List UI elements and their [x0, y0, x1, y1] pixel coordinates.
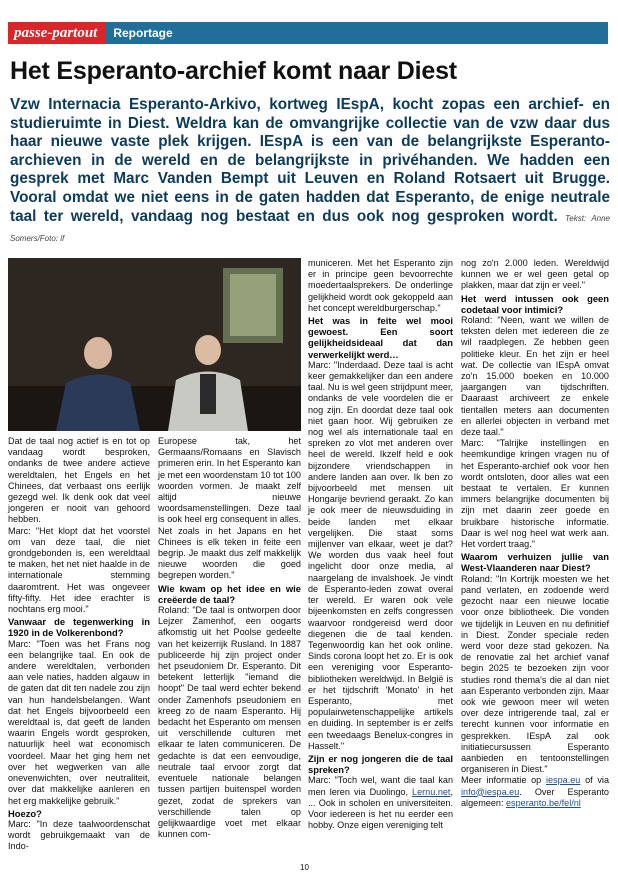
paragraph: Roland: "Neen, want we willen de teksten delen met iedereen die ze wil raadplegen. Ze hebben geen politieke kleur. En het zijn er heel wat. De collectie van IEspA omvat zo'n 15.000 boeken en 10.000 jaargangen van tijdschriften. Daaraast archiveert ze enkele tientallen meters aan documenten en allerlei objecten in verband met deze taal." [461, 315, 609, 438]
iespa-website-link[interactable]: iespa.eu [545, 775, 581, 786]
article-title: Het Esperanto-archief komt naar Diest [10, 57, 457, 85]
question-heading: Waarom verhuizen jullie van West-Vlaanderen naar Diest? [461, 551, 609, 574]
more-info-paragraph [461, 775, 609, 809]
paragraph: Roland: "De taal is ontworpen door Lejzer Zamenhof, een oogarts afkomstig uit het Poolse gedeelte van het keizerrijk Rusland. In 1887 publiceerde hij zijn project onder het pseudoniem Dr. Esperanto. Dit betekent letterlijk "iemand die hoopt" De taal werd echter bekend onder Zamenhofs pseudoniem en kreeg zo de naam Esperanto. Hij bedacht het Esperanto om mensen uit verschillende culturen met elkaar te laten communiceren. De gedachte is dat een eenvoudige, neutrale taal ervoor zorgt dat eventuele nationale belangen tussen partijen buitenspel worden gezet, zodat de sprekers van verschillende talen op gelijkwaardige voet met elkaar kunnen com- [158, 605, 301, 840]
paragraph: Dat de taal nog actief is en tot op vandaag wordt besproken, ondanks de twee andere actieve wereldtalen, het Engels en het Chinees, dat verbaast ons eerlijk gezegd wel. Ik denk ook dat veel jongeren er nooit van gehoord hebben. [8, 436, 150, 525]
interview-photo [8, 258, 301, 431]
paragraph-text: of via [580, 775, 610, 786]
paragraph: Marc: "Inderdaad. Deze taal is acht keer gemakkelijker dan een andere taal. Nu is wel geen strijdpunt meer, ondanks de vele voordelen die er nog zijn. En doordat deze taal ook niet gaan hoor. Wij gebruiken ze nog wel als internationale taal en spreken zo vlot met anderen over heel de wereld. Ikzelf held e ook bijzondere vriendschappen in andere landen aan over. Ik ben zo bijvoorbeeld met mensen uit Hongarije bevriend geraakt. Zo kan je ook meer de nieuwsduiding in beide landen met elkaar vergelijken. Die staat soms mijlenver van elkaar, weet je dat? We worden dus vaak heel fout ingelicht door onze media, al naargelang de invalshoek. Je vindt de Esperanto-leden zowat overal ter wereld. Er waren ook vele bijeenkomsten en zelfs congressen waarvoor rondgereisd werd door diegenen die de taal kenden. Tegenwoordig kan het ook online. Sinds corona loopt het zo. Er is ook een vereniging voor Esperanto-bibliotheken wereldwijd. In België is er het tijdschrift 'Monato' in het Esperanto, met populairwetenschappelijke artikels en duiding. In september is er zelfs een tweedaags Benelux-congres in Hasselt." [308, 359, 453, 751]
paragraph-text: Marc: "Toch wel, want die taal kan men leren via Duolingo, [308, 775, 453, 797]
paragraph: Europese tak, het Germaans/Romaans en Slavisch primeren erin. In het Esperanto kan je met een woordenstam 10 tot 100 woorden vormen. Je maakt zelf altijd nieuwe woordsamenstellingen. Deze taal is ook heel erg consequent in alles. Net zoals in het Japans en het Chinees is elk teken in feite een begrip. Je maakt dus zelf makkelijk nieuwe woorden die goed begrepen worden." [158, 436, 301, 581]
question-heading: Hoezo? [8, 807, 42, 819]
paragraph: Roland: "In Kortrijk moesten we het pand verlaten, en zodoende werd gezocht naar een nieuwe locatie voor onze bibliotheek. Die vonden we tijdelijk in Leuven en nu definitief in Diest. Zonder speciale reden werd voor deze stad gekozen. Na de renovatie zal het archief vanaf begin 2025 te bezoeken zijn voor studies rond thema's die al dan niet aan Esperanto verbonden zijn. Maar ook wie gewoon meer wil weten over deze intrigerende taal, zal er terecht kunnen voor informatie en gesprekken. IEspA zal ook initiatiecursussen Esperanto aanbieden en tentoonstellingen organiseren in Diest." [461, 573, 609, 775]
lead-text: Vzw Internacia Esperanto-Arkivo, kortweg IEspA, kocht zopas een archief- en studieruimte in Diest. Weldra kan de omvangrijke collectie van de vzw daar dus haar nieuwe vaste plek krijgen. IEspA is een van de belangrijkste Esperanto-archieven in de wereld en de belangrijkste in privéhanden. We hadden een gesprek met Marc Vanden Bempt uit Leuven en Roland Rotsaert uit Brugge. Vooral omdat we niet eens in de gaten hadden dat Esperanto, de enige neutrale taal ter wereld, vandaag nog bestaat en dus ook nog gesproken wordt. [10, 96, 610, 225]
question-heading: Zijn er nog jongeren die de taal spreken? [308, 752, 453, 776]
column-1 [8, 436, 150, 853]
photo-illustration [8, 258, 301, 431]
column-2 [158, 436, 301, 840]
paragraph: Marc: "Talrijke instellingen en heemkundige kringen vragen nu of het Esperanto-archief ook voor hen wordt ontsloten, door alles wat een bestaat te vertalen. Er kunnen immers belangrijke documenten bij zijn met daarin zeer goede en bruikbare historische informatie. Daar is wel nog heel wat werk aan. Het vordert traag." [461, 438, 609, 550]
question-heading: Het werd intussen ook geen codetaal voor intimici? [461, 292, 609, 315]
paragraph [308, 775, 453, 831]
section-label: Reportage [105, 22, 608, 44]
paragraph-text: Meer informatie op [461, 775, 546, 786]
lernu-link[interactable]: Lernu.net [412, 786, 451, 797]
page-header [8, 22, 608, 44]
column-4 [461, 258, 609, 809]
question-heading: Het was in feite wel mooi gewoest. Een soort gelijkheidsideaal dat dan verwerkelijkt werd… [308, 315, 453, 360]
esperanto-be-link[interactable]: esperanto.be/fel/nl [506, 797, 581, 808]
paragraph-text: . Over Esperanto algemeen: [461, 786, 609, 808]
paragraph: Marc: "Het klopt dat het voorstel om van deze taal, die niet grondgebonden is, een wereldtaal te maken, het net niet haalde in de internationale stemming daaromtrent. Het was ongeveer fifty-fifty. Het idee erachter is nochtans erg mooi." [8, 525, 150, 615]
iespa-email-link[interactable]: info@iespa.eu [461, 786, 520, 797]
paragraph: Marc: "In deze taalwoordenschat wordt gebruikgemaakt van de Indo- [8, 818, 150, 852]
article-credit: Tekst: Anne Somers/Foto: if [10, 213, 611, 244]
question-heading: Wie kwam op het idee en wie creëerde de taal? [158, 582, 301, 605]
question-heading: Vanwaar de tegenwerking in 1920 in de Volkerenbond? [8, 616, 150, 639]
paragraph: municeren. Met het Esperanto zijn er in principe geen bevoorrechte moedertaalsprekers. De onderlinge gelijkheid wordt ook gekoppeld aan het concept wereldburgerschap." [308, 258, 453, 313]
paragraph: Marc: "Toen was het Frans nog een belangrijke taal. En ook de andere wereldtalen, verbonden aan vele naties, hadden algauw in de gaten dat dit ten nadele zou zijn van hun handelsbelangen. Want dat het Engels bijvoorbeeld een wereldtaal is, dat geeft de landen waarin Engels wordt gesproken, natuurlijk heel wat economisch voordeel. Maar het ging hem net over het wegwerken van alle onevenwichten, over neutraliteit, over dat makkelijke aanleren en het erg makkelijke gebruik." [8, 638, 150, 806]
paragraph-text: , ... Ook in scholen en universiteiten. Voor iedereen is het nu eerder een hobby. Onze eigen vereniging telt [308, 786, 453, 831]
article-lead [10, 96, 610, 249]
magazine-brand: passe-partout [8, 22, 105, 44]
column-3 [308, 258, 453, 831]
page-number: 10 [300, 863, 309, 872]
paragraph: nog zo'n 2.000 leden. Wereldwijd kunnen we er wel geen getal op plakken, maar dat zijn er veel." [461, 258, 609, 291]
